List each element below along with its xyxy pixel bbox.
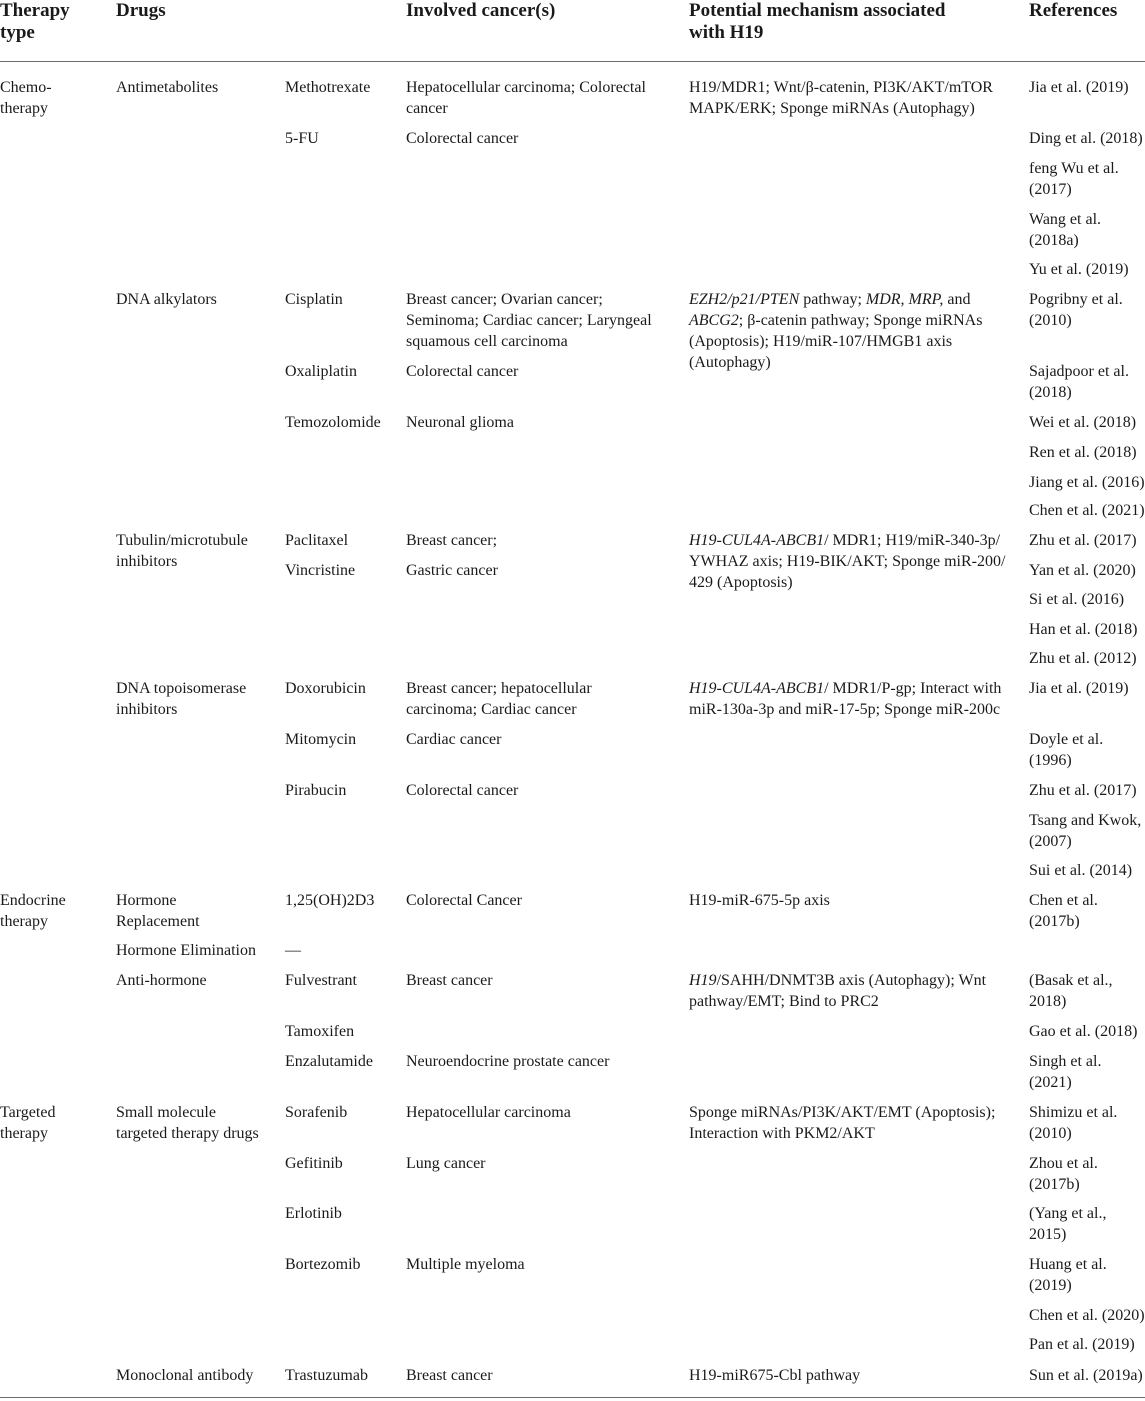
cell-text: (Autophagy) (689, 354, 771, 371)
reference-text: Sajadpoor et al. (1029, 363, 1129, 380)
cell-span: pathway; (799, 291, 866, 308)
reference-text: Shimizu et al. (1029, 1104, 1118, 1121)
reference-text: Huang et al. (1029, 1256, 1107, 1273)
cell-text: Endocrine (0, 892, 66, 909)
drug-pirabucin: Pirabucin (285, 782, 347, 799)
reference-text: Jia et al. (2019) (1029, 79, 1129, 96)
reference-text: (2018a) (1029, 232, 1079, 249)
cancer-gefitinib: Lung cancer (406, 1155, 486, 1172)
cancer-temozolomide: Neuronal glioma (406, 414, 514, 431)
cell-text: DNA topoisomerase (116, 680, 247, 697)
header-drugs: Drugs (116, 0, 166, 21)
reference-text: Pan et al. (2019) (1029, 1336, 1135, 1353)
reference-text: Chen et al. (1029, 892, 1098, 909)
drug-cisplatin: Cisplatin (285, 291, 343, 308)
cancer-enzalutamide: Neuroendocrine prostate cancer (406, 1053, 610, 1070)
cell-text: MAPK/ERK; Sponge miRNAs (Autophagy) (689, 100, 975, 117)
cell-text: miR-130a-3p and miR-17-5p; Sponge miR-200c (689, 701, 1001, 718)
cell-text: Hormone (116, 892, 177, 909)
cell-text (689, 310, 982, 331)
drug-doxorubicin: Doxorubicin (285, 680, 366, 697)
reference-text: (1996) (1029, 752, 1072, 769)
cell-text: Breast cancer; hepatocellular (406, 680, 592, 697)
reference-text: (2010) (1029, 312, 1072, 329)
cell-text (689, 970, 986, 991)
cell-text: Interaction with PKM2/AKT (689, 1125, 875, 1142)
cell-text: carcinoma; Cardiac cancer (406, 701, 577, 718)
cell-text: cancer (406, 100, 448, 117)
drug-oxaliplatin: Oxaliplatin (285, 363, 357, 380)
reference-text: Han et al. (2018) (1029, 621, 1138, 638)
reference-text: Jiang et al. (2016) (1029, 474, 1145, 491)
gene-italic: H19-CUL4A-ABCB1 (689, 680, 825, 697)
drug-none: — (285, 942, 301, 959)
cell-span: ; β-catenin pathway; Sponge miRNAs (738, 312, 983, 329)
cell-text: inhibitors (116, 701, 178, 718)
gene-italic: ABCG2 (689, 312, 739, 329)
drug-tamoxifen: Tamoxifen (285, 1023, 355, 1040)
cell-text (689, 678, 1001, 699)
cancer-vincristine: Gastric cancer (406, 562, 498, 579)
cancer-bortezomib: Multiple myeloma (406, 1256, 525, 1273)
cell-text (689, 289, 970, 310)
cell-text: Sponge miRNAs/PI3K/AKT/EMT (Apoptosis); (689, 1104, 996, 1121)
cancer-vitamin-d: Colorectal Cancer (406, 892, 522, 909)
drug-temozolomide: Temozolomide (285, 414, 381, 431)
reference-text: 2018) (1029, 993, 1067, 1010)
cell-text: pathway/EMT; Bind to PRC2 (689, 993, 879, 1010)
reference-text: feng Wu et al. (1029, 160, 1119, 177)
reference-text: Tsang and Kwok, (1029, 812, 1142, 829)
cell-text: Replacement (116, 913, 200, 930)
drug-erlotinib: Erlotinib (285, 1205, 342, 1222)
drug-sorafenib: Sorafenib (285, 1104, 348, 1121)
table-bottom-rule (0, 1397, 1145, 1398)
class-hormone-elimination: Hormone Elimination (116, 942, 256, 959)
reference-text: Gao et al. (2018) (1029, 1023, 1138, 1040)
cell-text: Tubulin/microtubule (116, 532, 248, 549)
drug-5fu: 5-FU (285, 130, 319, 147)
class-anti-hormone: Anti-hormone (116, 972, 207, 989)
reference-text: Chen et al. (2020) (1029, 1307, 1145, 1324)
reference-text: Ren et al. (2018) (1029, 444, 1137, 461)
reference-text: Zhu et al. (2012) (1029, 650, 1137, 667)
cell-text: Seminoma; Cardiac cancer; Laryngeal (406, 312, 652, 329)
class-monoclonal-antibody: Monoclonal antibody (116, 1367, 254, 1384)
reference-text: Chen et al. (2021) (1029, 502, 1145, 519)
mechanism-hormone-replacement: H19-miR-675-5p axis (689, 892, 830, 909)
cell-text: therapy (0, 1125, 48, 1142)
cell-span: and (943, 291, 971, 308)
cell-span: /SAHH/DNMT3B axis (Autophagy); Wnt (716, 972, 987, 989)
header-references: References (1029, 0, 1118, 21)
header-text: Potential mechanism associated (689, 0, 946, 21)
drug-methotrexate: Methotrexate (285, 79, 371, 96)
cell-text: targeted therapy drugs (116, 1125, 259, 1142)
reference-text: Wang et al. (1029, 211, 1102, 228)
drug-bortezomib: Bortezomib (285, 1256, 361, 1273)
cancer-paclitaxel: Breast cancer; (406, 532, 498, 549)
header-text: with H19 (689, 22, 764, 43)
cancer-5fu: Colorectal cancer (406, 130, 519, 147)
reference-text: (2017b) (1029, 1176, 1080, 1193)
cell-span: / MDR1; H19/miR-340-3p/ (824, 532, 1001, 549)
gene-italic: EZH2/p21/PTEN (689, 291, 800, 308)
cell-text: Small molecule (116, 1104, 216, 1121)
reference-text: Jia et al. (2019) (1029, 680, 1129, 697)
cell-text: therapy (0, 100, 48, 117)
drug-enzalutamide: Enzalutamide (285, 1053, 373, 1070)
cancer-trastuzumab: Breast cancer (406, 1367, 493, 1384)
cell-text: inhibitors (116, 553, 178, 570)
reference-text: (Basak et al., (1029, 972, 1113, 989)
gene-italic: H19 (689, 972, 717, 989)
cell-span: / MDR1/P-gp; Interact with (824, 680, 1002, 697)
cell-text: 429 (Apoptosis) (689, 574, 793, 591)
drug-paclitaxel: Paclitaxel (285, 532, 349, 549)
header-text: type (0, 22, 35, 43)
cell-text: Targeted (0, 1104, 56, 1121)
reference-text: (Yang et al., (1029, 1205, 1107, 1222)
cell-text: Chemo- (0, 79, 52, 96)
header-rule (0, 61, 1145, 62)
header-cancers: Involved cancer(s) (406, 0, 556, 21)
mechanism-monoclonal: H19-miR675-Cbl pathway (689, 1367, 861, 1384)
cancer-sorafenib: Hepatocellular carcinoma (406, 1104, 571, 1121)
cancer-fulvestrant: Breast cancer (406, 972, 493, 989)
cell-text: squamous cell carcinoma (406, 333, 568, 350)
reference-text: Ding et al. (2018) (1029, 130, 1143, 147)
reference-text: Wei et al. (2018) (1029, 414, 1137, 431)
reference-text: Yan et al. (2020) (1029, 562, 1136, 579)
drug-mitomycin: Mitomycin (285, 731, 357, 748)
cell-text: (Apoptosis); H19/miR-107/HMGB1 axis (689, 333, 953, 350)
drug-fulvestrant: Fulvestrant (285, 972, 357, 989)
reference-text: Zhou et al. (1029, 1155, 1098, 1172)
drug-vitamin-d: 1,25(OH)2D3 (285, 892, 375, 909)
cell-text: therapy (0, 913, 48, 930)
drug-vincristine: Vincristine (285, 562, 356, 579)
reference-text: Zhu et al. (2017) (1029, 782, 1137, 799)
reference-text: 2015) (1029, 1226, 1067, 1243)
cell-text (689, 530, 1000, 551)
reference-text: Sui et al. (2014) (1029, 862, 1133, 879)
reference-text: (2019) (1029, 1277, 1072, 1294)
reference-text: Zhu et al. (2017) (1029, 532, 1137, 549)
reference-text: Singh et al. (1029, 1053, 1102, 1070)
gene-italic: H19-CUL4A-ABCB1 (689, 532, 825, 549)
drug-gefitinib: Gefitinib (285, 1155, 343, 1172)
class-antimetabolites: Antimetabolites (116, 79, 219, 96)
cell-text: YWHAZ axis; H19-BIK/AKT; Sponge miR-200/ (689, 553, 1006, 570)
cell-text: Hepatocellular carcinoma; Colorectal (406, 79, 646, 96)
cancer-oxaliplatin: Colorectal cancer (406, 363, 519, 380)
reference-text: Sun et al. (2019a) (1029, 1367, 1143, 1384)
reference-text: (2017b) (1029, 913, 1080, 930)
reference-text: (2018) (1029, 384, 1072, 401)
cancer-pirabucin: Colorectal cancer (406, 782, 519, 799)
cell-text: H19/MDR1; Wnt/β-catenin, PI3K/AKT/mTOR (689, 79, 993, 96)
header-text: Therapy (0, 0, 70, 21)
reference-text: (2017) (1029, 181, 1072, 198)
drug-trastuzumab: Trastuzumab (285, 1367, 368, 1384)
gene-italic: MDR, MRP, (865, 291, 944, 308)
class-dna-alkylators: DNA alkylators (116, 291, 217, 308)
cell-text: Breast cancer; Ovarian cancer; (406, 291, 603, 308)
reference-text: (2010) (1029, 1125, 1072, 1142)
reference-text: Yu et al. (2019) (1029, 261, 1129, 278)
reference-text: Si et al. (2016) (1029, 591, 1125, 608)
reference-text: Doyle et al. (1029, 731, 1104, 748)
reference-text: (2007) (1029, 833, 1072, 850)
reference-text: (2021) (1029, 1074, 1072, 1091)
cancer-mitomycin: Cardiac cancer (406, 731, 502, 748)
reference-text: Pogribny et al. (1029, 291, 1123, 308)
